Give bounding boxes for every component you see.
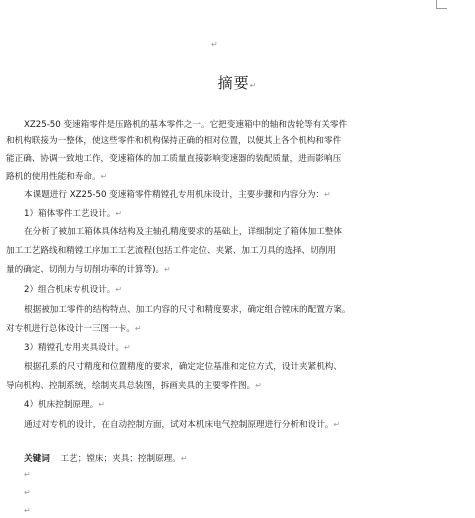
body-line: 加工工艺路线和精镗工序加工工艺流程(包括工件定位、夹紧、加工刀具的选择、切削用 (6, 246, 336, 256)
title-text: 摘要 (217, 74, 250, 92)
paragraph-mark: ↵ (249, 81, 258, 90)
paragraph-mark: ↵ (24, 470, 31, 479)
paragraph-mark: ↵ (211, 40, 218, 49)
body-line: XZ25-50 变速箱零件是压路机的基本零件之一。它把变速箱中的轴和齿轮等有关零件 (24, 120, 348, 130)
section-heading: 1）箱体零件工艺设计。↵ (24, 209, 123, 219)
body-line: 导向机构、控制系统，绘制夹具总装图，拆画夹具的主要零件图。↵ (6, 381, 262, 391)
paragraph-mark: ↵ (115, 285, 123, 294)
section-heading: 4）机床控制原理。↵ (24, 400, 105, 410)
body-line: 通过对专机的设计，在自动控制方面，试对本机床电气控制原理进行分析和设计。↵ (24, 420, 341, 430)
body-line: 和机构联接为一整体，使这些零件和机构保持正确的相对位置，以便其上各个机构和零件 (6, 136, 342, 146)
keywords-text: 工艺；镗床；夹具；控制原理。 (60, 454, 181, 464)
document-title (0, 72, 475, 93)
body-line: 对专机进行总体设计一三图一卡。↵ (6, 324, 142, 334)
keywords-label: 关键词 (24, 454, 50, 464)
paragraph-mark: ↵ (24, 506, 31, 515)
body-line: 根据被加工零件的结构特点、加工内容的尺寸和精度要求，确定组合镗床的配置方案。 (24, 305, 351, 315)
section-heading: 2）组合机床专机设计。↵ (24, 285, 123, 295)
body-line: 在分析了被加工箱体具体结构及主轴孔精度要求的基础上，详细制定了箱体加工整体 (24, 227, 342, 237)
paragraph-mark: ↵ (255, 381, 262, 390)
paragraph-mark: ↵ (333, 420, 341, 429)
body-line: 量的确定、切削力与切削功率的计算等)。↵ (6, 265, 171, 275)
paragraph-mark: ↵ (324, 190, 331, 199)
section-heading: 3）精镗孔专用夹具设计。↵ (24, 343, 131, 353)
paragraph-mark: ↵ (100, 172, 108, 181)
body-line: 能正确、协调一致地工作，变速箱体的加工质量直接影响变速器的装配质量，进而影响压 (6, 154, 342, 164)
paragraph-mark: ↵ (164, 265, 171, 274)
paragraph-mark: ↵ (98, 400, 105, 409)
paragraph-mark: ↵ (134, 324, 142, 333)
paragraph-mark: ↵ (124, 343, 131, 352)
keywords-line (6, 451, 458, 467)
paragraph-mark: ↵ (180, 454, 188, 463)
body-line: 路机的使用性能和寿命。↵ (6, 172, 108, 182)
paragraph-mark: ↵ (24, 488, 31, 497)
paragraph-mark: ↵ (115, 209, 123, 218)
margin-corner-mark (436, 0, 447, 9)
body-line: 根据孔系的尺寸精度和位置精度的要求，确定定位基准和定位方式，设计夹紧机构、 (24, 362, 342, 372)
body-line: 本课题进行 XZ25-50 变速箱零件精镗孔专用机床设计，主要步骤和内容分为：↵ (24, 190, 331, 200)
